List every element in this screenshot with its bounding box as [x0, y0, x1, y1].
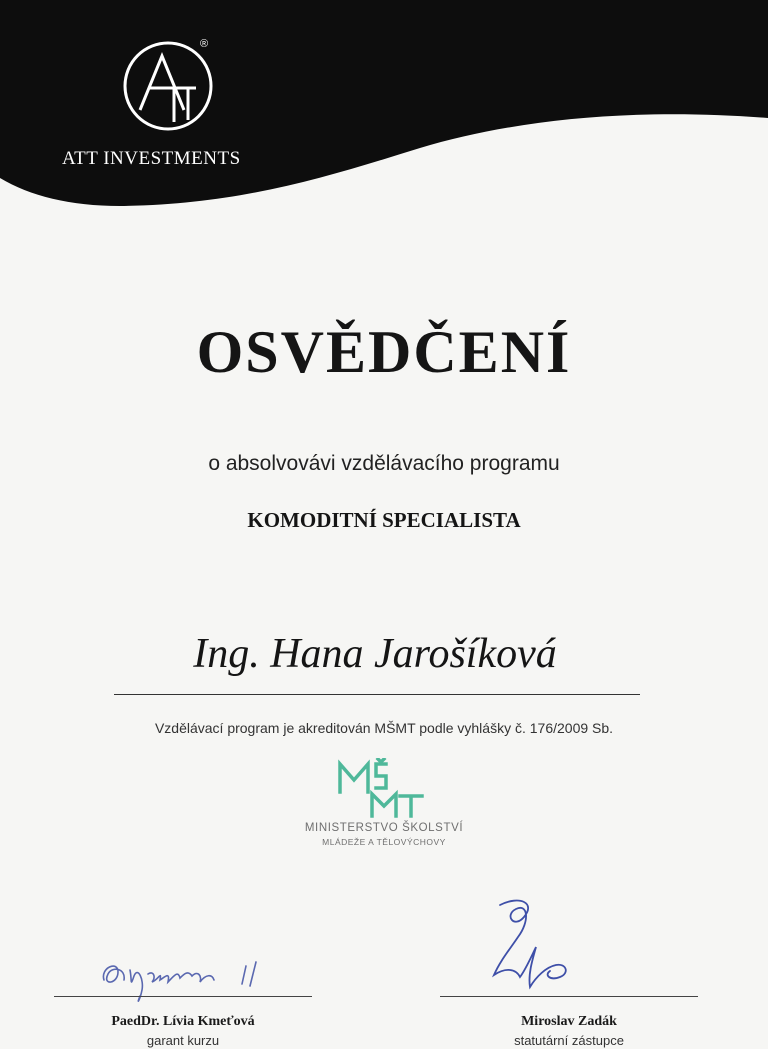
ministry-subname: MLÁDEŽE A TĚLOVÝCHOVY	[322, 837, 446, 847]
registered-mark: ®	[200, 38, 209, 50]
signature-line-right	[440, 996, 698, 997]
recipient-name: Ing. Hana Jarošíková	[193, 631, 557, 677]
signer-name-left: PaedDr. Lívia Kmeťová	[111, 1014, 255, 1029]
accreditation-note: Vzdělávací program je akreditován MŠMT podle vyhlášky č. 176/2009 Sb.	[154, 720, 614, 736]
signature-left	[96, 940, 286, 1010]
company-name: ATT INVESTMENTS	[62, 148, 241, 169]
signature-right	[470, 895, 590, 995]
certificate-title: OSVĚDČENÍ	[196, 319, 572, 385]
ministry-name: MINISTERSTVO ŠKOLSTVÍ	[304, 822, 464, 834]
signature-line-left	[54, 996, 312, 997]
msmt-logo-icon	[334, 758, 426, 820]
signer-role-right: statutární zástupce	[514, 1033, 624, 1048]
program-name: KOMODITNÍ SPECIALISTA	[247, 508, 521, 532]
certificate-subtitle: o absolvovávi vzdělávacího programu	[208, 452, 560, 475]
att-logo-icon	[122, 40, 214, 132]
header-band	[0, 0, 768, 220]
signer-name-right: Miroslav Zadák	[521, 1014, 617, 1029]
signer-role-left: garant kurzu	[146, 1033, 220, 1048]
recipient-underline	[114, 694, 640, 695]
